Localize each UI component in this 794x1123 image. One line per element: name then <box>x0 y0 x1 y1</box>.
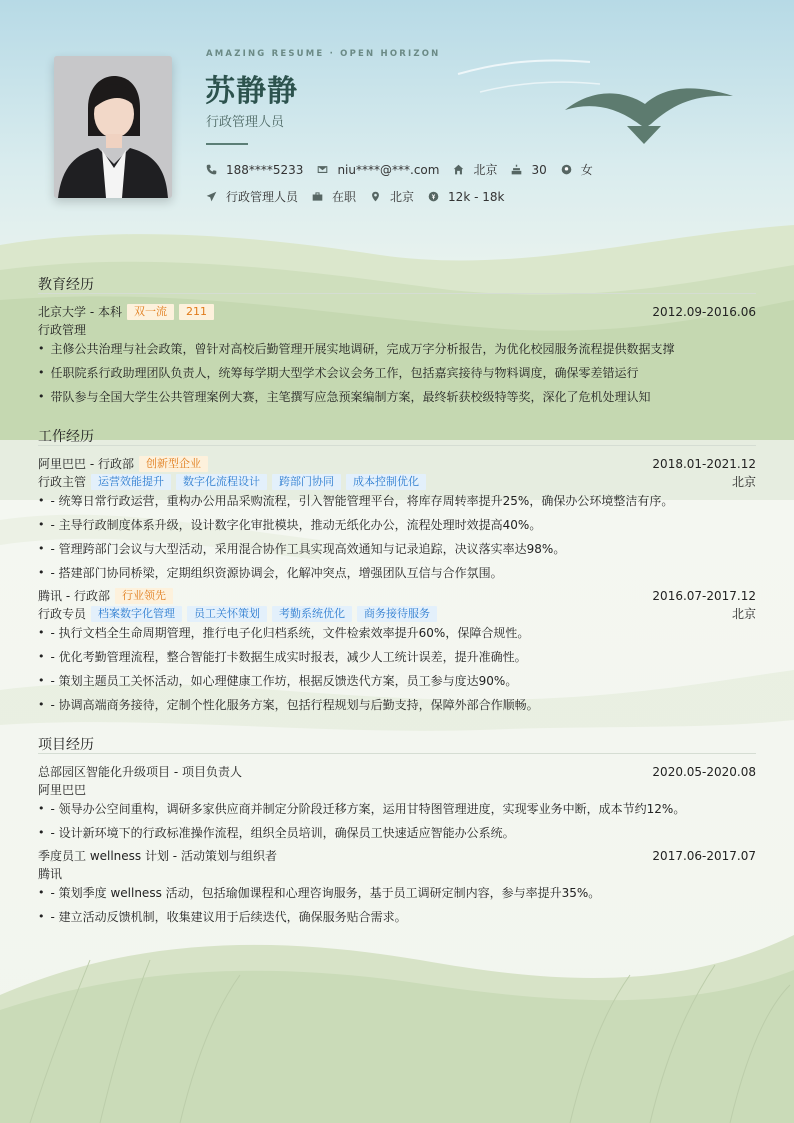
job-title: 行政管理人员 <box>206 115 285 130</box>
section-title-projects: 项目经历 <box>38 737 94 753</box>
project-header-row <box>38 847 756 864</box>
job-bullet: • - 协调高端商务接待，定制个性化服务方案，包括行程规划与后勤支持，保障外部合作顺畅。 <box>38 698 539 712</box>
skill-tag: 成本控制优化 <box>346 474 426 490</box>
job-date: 2016.07-2017.12 <box>652 588 756 603</box>
project-name: 总部园区智能化升级项目 - 项目负责人 <box>38 765 242 779</box>
school-name: 北京大学 - 本科 <box>38 305 122 319</box>
education-date: 2012.09-2016.06 <box>652 304 756 319</box>
section-divider <box>38 445 756 446</box>
school-tag: 双一流 <box>127 304 174 320</box>
company-tag: 行业领先 <box>115 588 173 604</box>
section-title-education: 教育经历 <box>38 277 94 293</box>
job-bullet: • - 管理跨部门会议与大型活动，采用混合协作工具实现高效通知与记录追踪，决议落实率达98%。 <box>38 542 566 556</box>
salary-icon <box>428 191 439 202</box>
project-bullet: • - 策划季度 wellness 活动，包括瑜伽课程和心理咨询服务，基于员工调研定制内容，参与率提升35%。 <box>38 886 601 900</box>
project-bullet: • - 设计新环境下的行政标准操作流程，组织全员培训，确保员工快速适应智能办公系统。 <box>38 826 515 840</box>
cake-icon <box>511 164 522 175</box>
job-role-row <box>38 473 756 490</box>
education-bullet: • 主修公共治理与社会政策，曾针对高校后勤管理开展实地调研，完成万字分析报告，为优化校园服务流程提供数据支撑 <box>38 342 675 356</box>
job-bullet: • - 统筹日常行政运营，重构办公用品采购流程，引入智能管理平台，将库存周转率提升25%，确保办公环境整洁有序。 <box>38 494 674 508</box>
gender-icon <box>561 164 572 175</box>
title-divider <box>206 143 248 145</box>
education-bullet: • 任职院系行政助理团队负责人，统筹每学期大型学术会议会务工作，包括嘉宾接待与物料调度，确保零差错运行 <box>38 366 639 380</box>
project-org: 阿里巴巴 <box>38 783 87 797</box>
tagline: AMAZING RESUME · OPEN HORIZON <box>206 49 441 59</box>
gender-item: 女 <box>561 161 593 178</box>
job-header-row <box>38 455 756 472</box>
phone-item: 188****5233 <box>206 163 303 177</box>
skill-tag: 商务接待服务 <box>357 606 437 622</box>
briefcase-icon <box>312 191 323 202</box>
project-header-row <box>38 763 756 780</box>
job-date: 2018.01-2021.12 <box>652 456 756 471</box>
location-pin-icon <box>370 191 381 202</box>
job-bullet: • - 执行文档全生命周期管理，推行电子化归档系统，文件检索效率提升60%，保障合规性。 <box>38 626 530 640</box>
education-header-row <box>38 303 756 320</box>
bird-icon <box>565 82 733 146</box>
phone-icon <box>206 164 217 175</box>
job-bullet: • - 主导行政制度体系升级，设计数字化审批模块，推动无纸化办公，流程处理时效提高40%。 <box>38 518 542 532</box>
intent-position-item: 行政管理人员 <box>206 188 298 205</box>
send-icon <box>206 191 217 202</box>
project-bullet: • - 领导办公空间重构，调研多家供应商并制定分阶段迁移方案，运用甘特图管理进度，实现零业务中断，成本节约12%。 <box>38 802 686 816</box>
job-bullet: • - 搭建部门协同桥梁，定期组织资源协调会，化解冲突点，增强团队互信与合作氛围。 <box>38 566 503 580</box>
salary-item: 12k - 18k <box>428 190 504 204</box>
profile-photo <box>54 56 172 198</box>
section-divider <box>38 753 756 754</box>
section-divider <box>38 293 756 294</box>
job-header-row <box>38 587 756 604</box>
project-date: 2020.05-2020.08 <box>652 764 756 779</box>
school-tag: 211 <box>179 304 214 320</box>
education-major: 行政管理 <box>38 323 87 337</box>
intent-city-item: 北京 <box>370 188 414 205</box>
project-date: 2017.06-2017.07 <box>652 848 756 863</box>
project-name: 季度员工 wellness 计划 - 活动策划与组织者 <box>38 849 277 863</box>
job-role: 行政专员 <box>38 607 87 621</box>
section-title-work: 工作经历 <box>38 429 94 445</box>
age-item: 30 <box>511 163 546 177</box>
job-role-row <box>38 605 756 622</box>
status-item: 在职 <box>312 188 356 205</box>
job-company: 腾讯 - 行政部 <box>38 589 110 603</box>
job-intent-row <box>206 188 518 205</box>
skill-tag: 跨部门协同 <box>272 474 341 490</box>
email-item: niu****@***.com <box>317 163 439 177</box>
job-bullet: • - 优化考勤管理流程，整合智能打卡数据生成实时报表，减少人工统计误差，提升准确性。 <box>38 650 527 664</box>
project-org: 腾讯 <box>38 867 63 881</box>
mail-icon <box>317 164 328 175</box>
skill-tag: 运营效能提升 <box>91 474 171 490</box>
project-bullet: • - 建立活动反馈机制，收集建议用于后续迭代，确保服务贴合需求。 <box>38 910 407 924</box>
job-bullet: • - 策划主题员工关怀活动，如心理健康工作坊，根据反馈迭代方案，员工参与度达90%。 <box>38 674 518 688</box>
job-company: 阿里巴巴 - 行政部 <box>38 457 134 471</box>
skill-tag: 档案数字化管理 <box>91 606 182 622</box>
education-bullet: • 带队参与全国大学生公共管理案例大赛，主笔撰写应急预案编制方案，最终斩获校级特等奖，深化了危机处理认知 <box>38 390 651 404</box>
company-tag: 创新型企业 <box>139 456 208 472</box>
job-location: 北京 <box>731 475 756 489</box>
job-location: 北京 <box>731 607 756 621</box>
skill-tag: 数字化流程设计 <box>176 474 267 490</box>
contact-info-row <box>206 161 607 178</box>
skill-tag: 考勤系统优化 <box>272 606 352 622</box>
skill-tag: 员工关怀策划 <box>187 606 267 622</box>
hometown-item: 北京 <box>453 161 497 178</box>
job-role: 行政主管 <box>38 475 87 489</box>
candidate-name: 苏静静 <box>205 74 298 109</box>
home-icon <box>453 164 464 175</box>
